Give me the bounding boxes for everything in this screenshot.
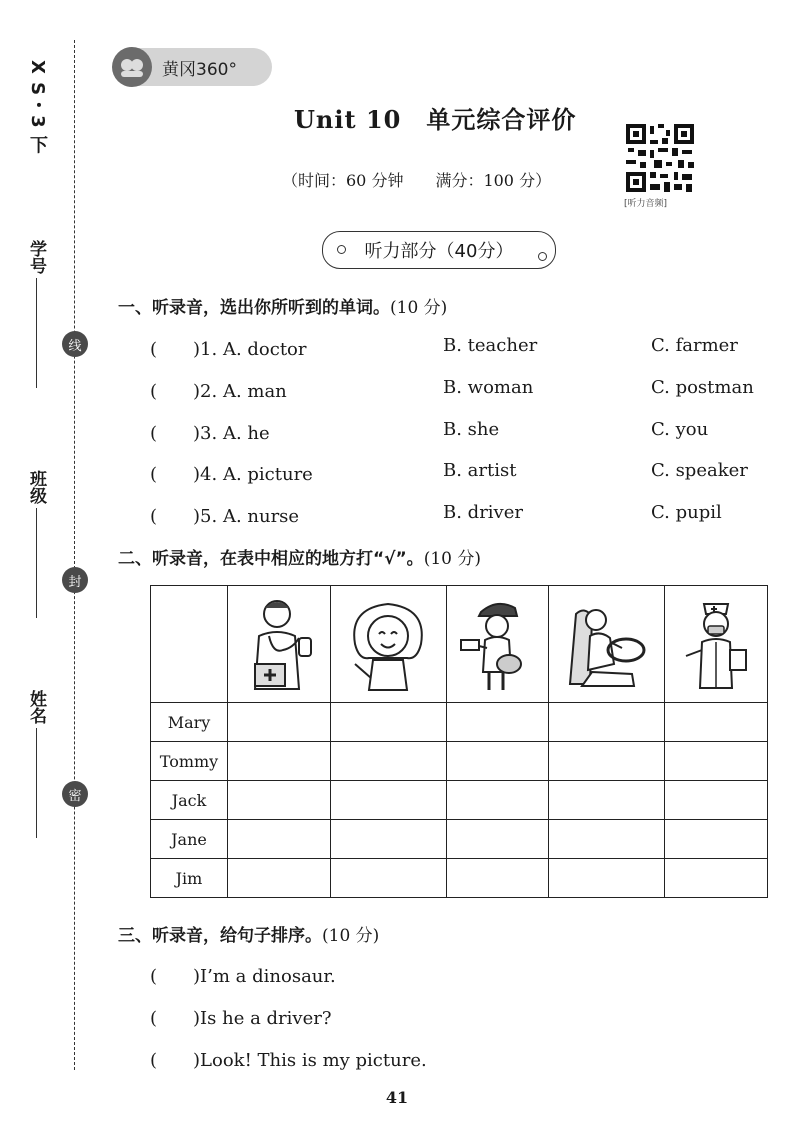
- tick-cell[interactable]: [665, 859, 768, 898]
- q5-option-b[interactable]: B. driver: [443, 502, 523, 523]
- student-name-jane: Jane: [151, 820, 228, 859]
- q4-option-a[interactable]: ( )4. A. picture: [150, 464, 313, 485]
- brand-logo-icon: [112, 47, 152, 87]
- class-label: 班级: [26, 470, 46, 504]
- part3-heading-text: 三、听录音，给句子排序。: [118, 926, 322, 946]
- page-number: 41: [385, 1088, 409, 1107]
- q2-option-c[interactable]: C. postman: [651, 377, 754, 398]
- tick-cell[interactable]: [228, 742, 331, 781]
- tick-cell[interactable]: [665, 781, 768, 820]
- tick-cell[interactable]: [228, 859, 331, 898]
- part2-heading-text: 二、听录音，在表中相应的地方打“√”。: [118, 549, 424, 569]
- teacher-icon: [343, 594, 433, 694]
- edition-code: X S・3 下: [27, 60, 48, 155]
- student-name-tommy: Tommy: [151, 742, 228, 781]
- part1-points: (10 分): [390, 298, 448, 318]
- tick-cell[interactable]: [446, 781, 549, 820]
- picture-cell: [446, 586, 549, 703]
- q3-option-b[interactable]: B. she: [443, 419, 500, 440]
- q4-option-b[interactable]: B. artist: [443, 460, 517, 481]
- picture-cell: [549, 586, 665, 703]
- postman-icon: [457, 594, 537, 694]
- tick-cell[interactable]: [665, 703, 768, 742]
- name-label: 姓名: [26, 690, 46, 724]
- student-id-label: 学号: [26, 240, 46, 274]
- exam-info: （时间：60 分钟 满分：100 分）: [282, 171, 552, 190]
- student-name-jim: Jim: [151, 859, 228, 898]
- q2-option-b[interactable]: B. woman: [443, 377, 534, 398]
- seal-line: 线: [62, 331, 88, 357]
- class-field: [24, 470, 49, 618]
- q1-option-c[interactable]: C. farmer: [651, 335, 738, 356]
- student-id-field: [24, 240, 49, 388]
- student-name-mary: Mary: [151, 703, 228, 742]
- tick-cell[interactable]: [446, 820, 549, 859]
- name-blank[interactable]: [36, 728, 37, 838]
- seal-secret: 密: [62, 781, 88, 807]
- tick-cell[interactable]: [549, 859, 665, 898]
- driver-icon: [562, 594, 652, 694]
- q2-option-a[interactable]: ( )2. A. man: [150, 381, 287, 402]
- tick-table: [150, 585, 768, 898]
- q3-option-a[interactable]: ( )3. A. he: [150, 423, 270, 444]
- tick-cell[interactable]: [549, 703, 665, 742]
- picture-cell: [665, 586, 768, 703]
- part3-heading: [118, 921, 379, 946]
- tick-cell[interactable]: [446, 742, 549, 781]
- tick-cell[interactable]: [665, 820, 768, 859]
- tick-cell[interactable]: [665, 742, 768, 781]
- listening-section-title: 听力部分（40分）: [364, 241, 514, 262]
- q3-option-c[interactable]: C. you: [651, 419, 709, 440]
- doctor-icon: [239, 594, 319, 694]
- class-blank[interactable]: [36, 508, 37, 618]
- picture-cell: [330, 586, 446, 703]
- tick-cell[interactable]: [228, 703, 331, 742]
- tick-cell[interactable]: [228, 781, 331, 820]
- seal-seal: 封: [62, 567, 88, 593]
- q5-option-a[interactable]: ( )5. A. nurse: [150, 506, 300, 527]
- tick-cell[interactable]: [330, 781, 446, 820]
- ordering-sentence[interactable]: ( )I’m a dinosaur.: [150, 966, 336, 987]
- tick-cell[interactable]: [228, 820, 331, 859]
- tick-cell[interactable]: [549, 742, 665, 781]
- part3-points: (10 分): [322, 926, 380, 946]
- tick-cell[interactable]: [330, 859, 446, 898]
- binding-dashed-line: [74, 40, 75, 1070]
- tick-cell[interactable]: [446, 859, 549, 898]
- name-field: [24, 690, 49, 838]
- tick-cell[interactable]: [446, 703, 549, 742]
- nurse-icon: [676, 594, 756, 694]
- q1-option-a[interactable]: ( )1. A. doctor: [150, 339, 307, 360]
- q4-option-c[interactable]: C. speaker: [651, 460, 748, 481]
- listening-section-banner: [322, 231, 556, 269]
- tick-cell[interactable]: [330, 820, 446, 859]
- part1-heading-text: 一、听录音，选出你所听到的单词。: [118, 298, 390, 318]
- tick-cell[interactable]: [549, 820, 665, 859]
- part2-heading: [118, 544, 481, 569]
- brand-badge: [114, 48, 272, 86]
- page-title: Unit 10 单元综合评价: [294, 105, 577, 134]
- part2-points: (10 分): [423, 549, 481, 569]
- q5-option-c[interactable]: C. pupil: [651, 502, 722, 523]
- part1-heading: [118, 293, 447, 318]
- banner-dot-icon: [538, 252, 547, 261]
- ordering-sentence[interactable]: ( )Is he a driver?: [150, 1008, 332, 1029]
- student-id-blank[interactable]: [36, 278, 37, 388]
- tick-cell[interactable]: [330, 742, 446, 781]
- ordering-sentence[interactable]: ( )Look! This is my picture.: [150, 1050, 427, 1071]
- student-name-jack: Jack: [151, 781, 228, 820]
- qr-caption: [听力音频]: [624, 199, 668, 209]
- table-corner-cell: [151, 586, 228, 703]
- tick-cell[interactable]: [549, 781, 665, 820]
- tick-cell[interactable]: [330, 703, 446, 742]
- brand-name: 黄冈360°: [162, 59, 237, 80]
- qr-code-icon[interactable]: [624, 122, 696, 194]
- picture-cell: [228, 586, 331, 703]
- q1-option-b[interactable]: B. teacher: [443, 335, 538, 356]
- banner-dot-icon: [337, 245, 346, 254]
